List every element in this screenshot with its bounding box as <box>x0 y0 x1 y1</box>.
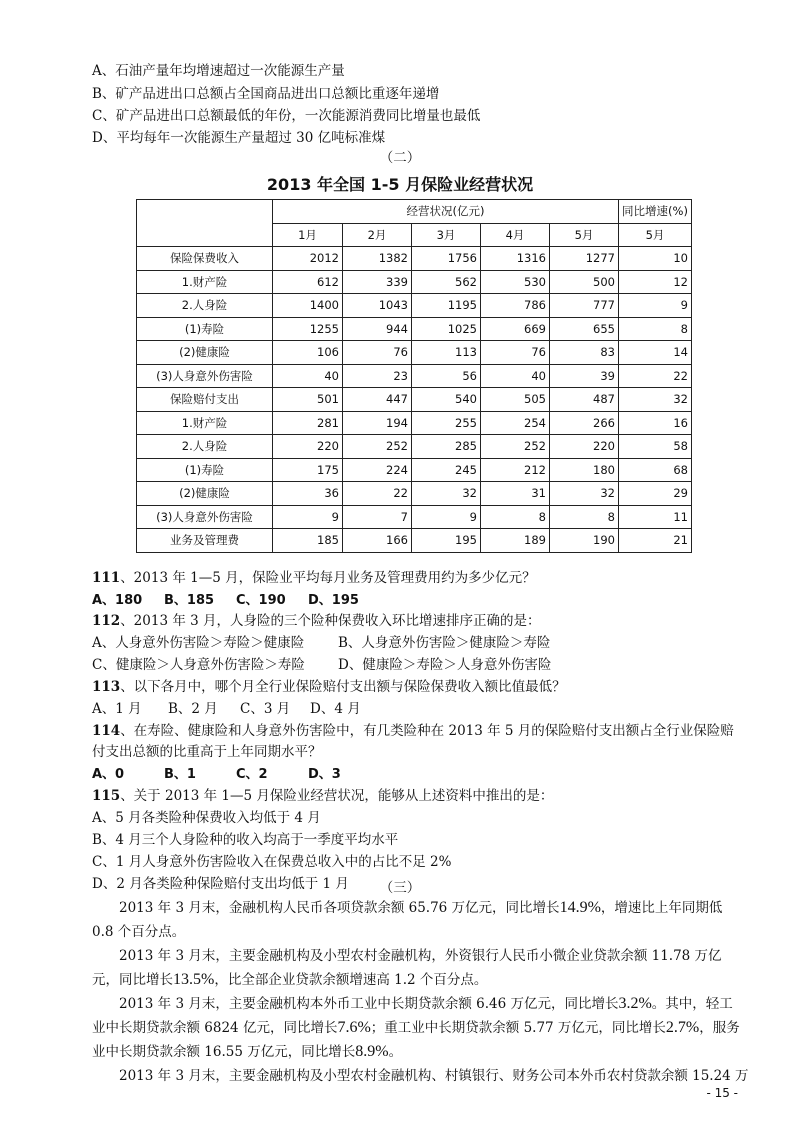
q112-options-row2 <box>92 655 551 675</box>
table-row <box>137 388 692 412</box>
value-cell: 166 <box>343 529 412 553</box>
row-label: 1.财产险 <box>137 411 273 435</box>
q111-option-a[interactable]: A、180 <box>92 593 143 608</box>
value-cell: 777 <box>550 294 619 318</box>
p1-text-a: 2013 年 3 月末，金融机构人民币各项贷款余额 65.76 万亿元，同比增长 <box>119 900 560 916</box>
table-title: 2013 年全国 1-5 月保险业经营状况 <box>266 175 534 194</box>
table-row <box>137 458 692 482</box>
value-cell: 655 <box>550 317 619 341</box>
q112-stem <box>92 611 541 631</box>
q113-option-a[interactable]: A、1 月 <box>92 701 142 717</box>
row-label: (2)健康险 <box>137 341 273 365</box>
growth-cell: 8 <box>619 317 692 341</box>
month-header: 4月 <box>481 223 550 247</box>
growth-cell: 16 <box>619 411 692 435</box>
q112-text: 、2013 年 3 月，人身险的三个险种保费收入环比增速排序正确的是： <box>120 613 541 629</box>
passage-paragraph-3 <box>92 992 742 1064</box>
value-cell: 245 <box>412 458 481 482</box>
q114-option-c[interactable]: C、2 <box>236 767 268 782</box>
table-row <box>137 482 692 506</box>
q114-options <box>92 764 380 785</box>
value-cell: 944 <box>343 317 412 341</box>
value-cell: 7 <box>343 505 412 529</box>
value-cell: 32 <box>550 482 619 506</box>
month-header: 3月 <box>412 223 481 247</box>
q112-option-c[interactable]: C、健康险＞人身意外伤害险＞寿险 <box>92 657 305 673</box>
value-cell: 1756 <box>412 247 481 271</box>
value-cell: 1316 <box>481 247 550 271</box>
row-label: 保险保费收入 <box>137 247 273 271</box>
value-cell: 8 <box>550 505 619 529</box>
value-cell: 1277 <box>550 247 619 271</box>
q111-number: 111 <box>92 570 121 586</box>
value-cell: 190 <box>550 529 619 553</box>
growth-cell: 14 <box>619 341 692 365</box>
value-cell: 83 <box>550 341 619 365</box>
page-number: - 15 - <box>706 1086 738 1100</box>
value-cell: 56 <box>412 364 481 388</box>
value-cell: 1025 <box>412 317 481 341</box>
value-cell: 40 <box>273 364 343 388</box>
prev-option-d: D、平均每年一次能源生产量超过 30 亿吨标准煤 <box>92 130 386 146</box>
value-cell: 180 <box>550 458 619 482</box>
value-cell: 487 <box>550 388 619 412</box>
q111-stem <box>92 568 536 588</box>
table-corner-cell <box>137 200 273 247</box>
p2-growth-value: 13.5% <box>173 971 215 988</box>
q115-stem <box>92 786 553 806</box>
q111-option-d[interactable]: D、195 <box>308 593 359 608</box>
p3-growth-value-1: 3.2% <box>618 995 652 1012</box>
value-cell: 1382 <box>343 247 412 271</box>
passage-paragraph-1 <box>92 896 742 944</box>
value-cell: 113 <box>412 341 481 365</box>
q113-stem <box>92 677 566 697</box>
value-cell: 285 <box>412 435 481 459</box>
growth-cell: 21 <box>619 529 692 553</box>
value-cell: 266 <box>550 411 619 435</box>
value-cell: 562 <box>412 270 481 294</box>
passage-paragraph-2 <box>92 944 742 992</box>
row-label: (2)健康险 <box>137 482 273 506</box>
value-cell: 612 <box>273 270 343 294</box>
value-cell: 23 <box>343 364 412 388</box>
insurance-table <box>136 199 692 553</box>
month-header: 1月 <box>273 223 343 247</box>
q111-option-b[interactable]: B、185 <box>164 593 215 608</box>
p1-growth-value: 14.9% <box>559 899 601 916</box>
prev-option-c: C、矿产品进出口总额最低的年份，一次能源消费同比增量也最低 <box>92 108 481 124</box>
p3-growth-value-4: 8.9% <box>355 1043 389 1060</box>
value-cell: 252 <box>343 435 412 459</box>
value-cell: 175 <box>273 458 343 482</box>
growth-header: 同比增速(%) <box>619 200 692 224</box>
p3-text-c: ；重工业中长期贷款余额 5.77 万亿元，同比增长 <box>370 1020 666 1036</box>
value-cell: 76 <box>481 341 550 365</box>
growth-cell: 10 <box>619 247 692 271</box>
prev-option-b: B、矿产品进出口总额占全国商品进出口总额比重逐年递增 <box>92 86 440 102</box>
value-cell: 1400 <box>273 294 343 318</box>
table-row <box>137 317 692 341</box>
q115-text: 、关于 2013 年 1—5 月保险业经营状况，能够从上述资料中推出的是： <box>120 788 554 804</box>
p2-text-b: ，比全部企业贷款余额增速高 1.2 个百分点。 <box>214 972 488 988</box>
table-row <box>137 505 692 529</box>
value-cell: 106 <box>273 341 343 365</box>
value-cell: 189 <box>481 529 550 553</box>
value-cell: 669 <box>481 317 550 341</box>
value-cell: 505 <box>481 388 550 412</box>
row-label: (1)寿险 <box>137 458 273 482</box>
row-label: 保险赔付支出 <box>137 388 273 412</box>
growth-cell: 58 <box>619 435 692 459</box>
row-label: 1.财产险 <box>137 270 273 294</box>
value-cell: 501 <box>273 388 343 412</box>
q114-option-d[interactable]: D、3 <box>308 767 341 782</box>
q111-text: 、2013 年 1—5 月，保险业平均每月业务及管理费用约为多少亿元？ <box>120 570 536 586</box>
growth-cell: 22 <box>619 364 692 388</box>
value-cell: 254 <box>481 411 550 435</box>
value-cell: 255 <box>412 411 481 435</box>
value-cell: 220 <box>550 435 619 459</box>
value-cell: 447 <box>343 388 412 412</box>
q115-number: 115 <box>92 788 121 804</box>
q113-option-d[interactable]: D、4 月 <box>310 701 361 717</box>
p3-text-b: 。其中，轻工业中长期贷款余额 6824 亿元，同比增长 <box>92 996 733 1036</box>
q114-option-b[interactable]: B、1 <box>164 767 196 782</box>
row-label: 2.人身险 <box>137 294 273 318</box>
q114-number: 114 <box>92 723 121 739</box>
row-label: 2.人身险 <box>137 435 273 459</box>
q111-option-c[interactable]: C、190 <box>236 593 286 608</box>
p3-growth-value-3: 2.7% <box>665 1019 700 1036</box>
value-cell: 786 <box>481 294 550 318</box>
growth-cell: 68 <box>619 458 692 482</box>
row-label: (3)人身意外伤害险 <box>137 364 273 388</box>
table-row <box>137 341 692 365</box>
q113-number: 113 <box>92 679 121 695</box>
value-cell: 1195 <box>412 294 481 318</box>
growth-cell: 11 <box>619 505 692 529</box>
value-cell: 36 <box>273 482 343 506</box>
q114-stem <box>92 721 734 741</box>
table-row <box>137 529 692 553</box>
q112-option-a[interactable]: A、人身意外伤害险＞寿险＞健康险 <box>92 635 305 651</box>
month-header: 5月 <box>550 223 619 247</box>
table-row <box>137 247 692 271</box>
q113-option-b[interactable]: B、2 月 <box>168 701 218 717</box>
p3-text-a: 2013 年 3 月末，主要金融机构本外币工业中长期贷款余额 6.46 万亿元，同比增长 <box>119 996 619 1012</box>
passage-paragraph-4: 2013 年 3 月末，主要金融机构及小型农村金融机构、村镇银行、财务公司本外币农村贷款余额 15.24 万 <box>119 1068 749 1084</box>
q111-options <box>92 590 380 611</box>
value-cell: 540 <box>412 388 481 412</box>
q113-text: 、以下各月中，哪个月全行业保险赔付支出额与保险保费收入额比值最低？ <box>120 679 566 695</box>
row-label: 业务及管理费 <box>137 529 273 553</box>
q113-options <box>92 699 361 719</box>
q114-text: 、在寿险、健康险和人身意外伤害险中，有几类险种在 2013 年 5 月的保险赔付支出额占全行业保险赔 <box>120 723 734 739</box>
value-cell: 2012 <box>273 247 343 271</box>
q114-stem-cont: 付支出总额的比重高于上年同期水平？ <box>92 744 322 760</box>
value-cell: 31 <box>481 482 550 506</box>
p1-text-b: ，增速比上年同期低 0.8 个百分点。 <box>92 900 723 940</box>
growth-month-header: 5月 <box>619 223 692 247</box>
p3-text-e: 。 <box>388 1044 403 1060</box>
q112-option-d[interactable]: D、健康险＞寿险＞人身意外伤害险 <box>338 657 552 673</box>
q115-option-a[interactable]: A、5 月各类险种保费收入均低于 4 月 <box>92 810 321 826</box>
q115-option-b[interactable]: B、4 月三个人身险种的收入均高于一季度平均水平 <box>92 832 399 848</box>
value-cell: 1043 <box>343 294 412 318</box>
table-row <box>137 364 692 388</box>
value-cell: 32 <box>412 482 481 506</box>
row-label: (1)寿险 <box>137 317 273 341</box>
value-cell: 8 <box>481 505 550 529</box>
q113-option-c[interactable]: C、3 月 <box>240 701 291 717</box>
section-heading-2: （二） <box>379 150 421 166</box>
q115-option-c[interactable]: C、1 月人身意外伤害险收入在保费总收入中的占比不足 2% <box>92 854 452 870</box>
q112-option-b[interactable]: B、人身意外伤害险＞健康险＞寿险 <box>338 635 551 651</box>
value-cell: 185 <box>273 529 343 553</box>
q112-number: 112 <box>92 613 121 629</box>
growth-cell: 29 <box>619 482 692 506</box>
growth-cell: 12 <box>619 270 692 294</box>
growth-cell: 32 <box>619 388 692 412</box>
value-cell: 224 <box>343 458 412 482</box>
value-cell: 220 <box>273 435 343 459</box>
group-header: 经营状况(亿元) <box>273 200 619 224</box>
value-cell: 281 <box>273 411 343 435</box>
value-cell: 1255 <box>273 317 343 341</box>
value-cell: 39 <box>550 364 619 388</box>
month-header: 2月 <box>343 223 412 247</box>
value-cell: 22 <box>343 482 412 506</box>
value-cell: 40 <box>481 364 550 388</box>
table-row <box>137 294 692 318</box>
value-cell: 252 <box>481 435 550 459</box>
row-label: (3)人身意外伤害险 <box>137 505 273 529</box>
section-heading-3: （三） <box>379 880 421 896</box>
q112-options-row1 <box>92 633 550 653</box>
value-cell: 9 <box>412 505 481 529</box>
q115-option-d[interactable]: D、2 月各类险种保险赔付支出均低于 1 月 <box>92 876 349 892</box>
prev-option-a: A、石油产量年均增速超过一次能源生产量 <box>92 63 345 79</box>
p2-text-a: 2013 年 3 月末，主要金融机构及小型农村金融机构，外资银行人民币小微企业贷款余额 11.78 万亿元，同比增长 <box>92 948 722 988</box>
value-cell: 212 <box>481 458 550 482</box>
table-row <box>137 435 692 459</box>
value-cell: 530 <box>481 270 550 294</box>
p3-text-d: ，服务业中长期贷款余额 16.55 万亿元，同比增长 <box>92 1020 740 1060</box>
value-cell: 9 <box>273 505 343 529</box>
value-cell: 500 <box>550 270 619 294</box>
growth-cell: 9 <box>619 294 692 318</box>
value-cell: 194 <box>343 411 412 435</box>
value-cell: 195 <box>412 529 481 553</box>
table-row <box>137 411 692 435</box>
value-cell: 339 <box>343 270 412 294</box>
table-row <box>137 270 692 294</box>
p3-growth-value-2: 7.6% <box>337 1019 371 1036</box>
value-cell: 76 <box>343 341 412 365</box>
q114-option-a[interactable]: A、0 <box>92 767 125 782</box>
